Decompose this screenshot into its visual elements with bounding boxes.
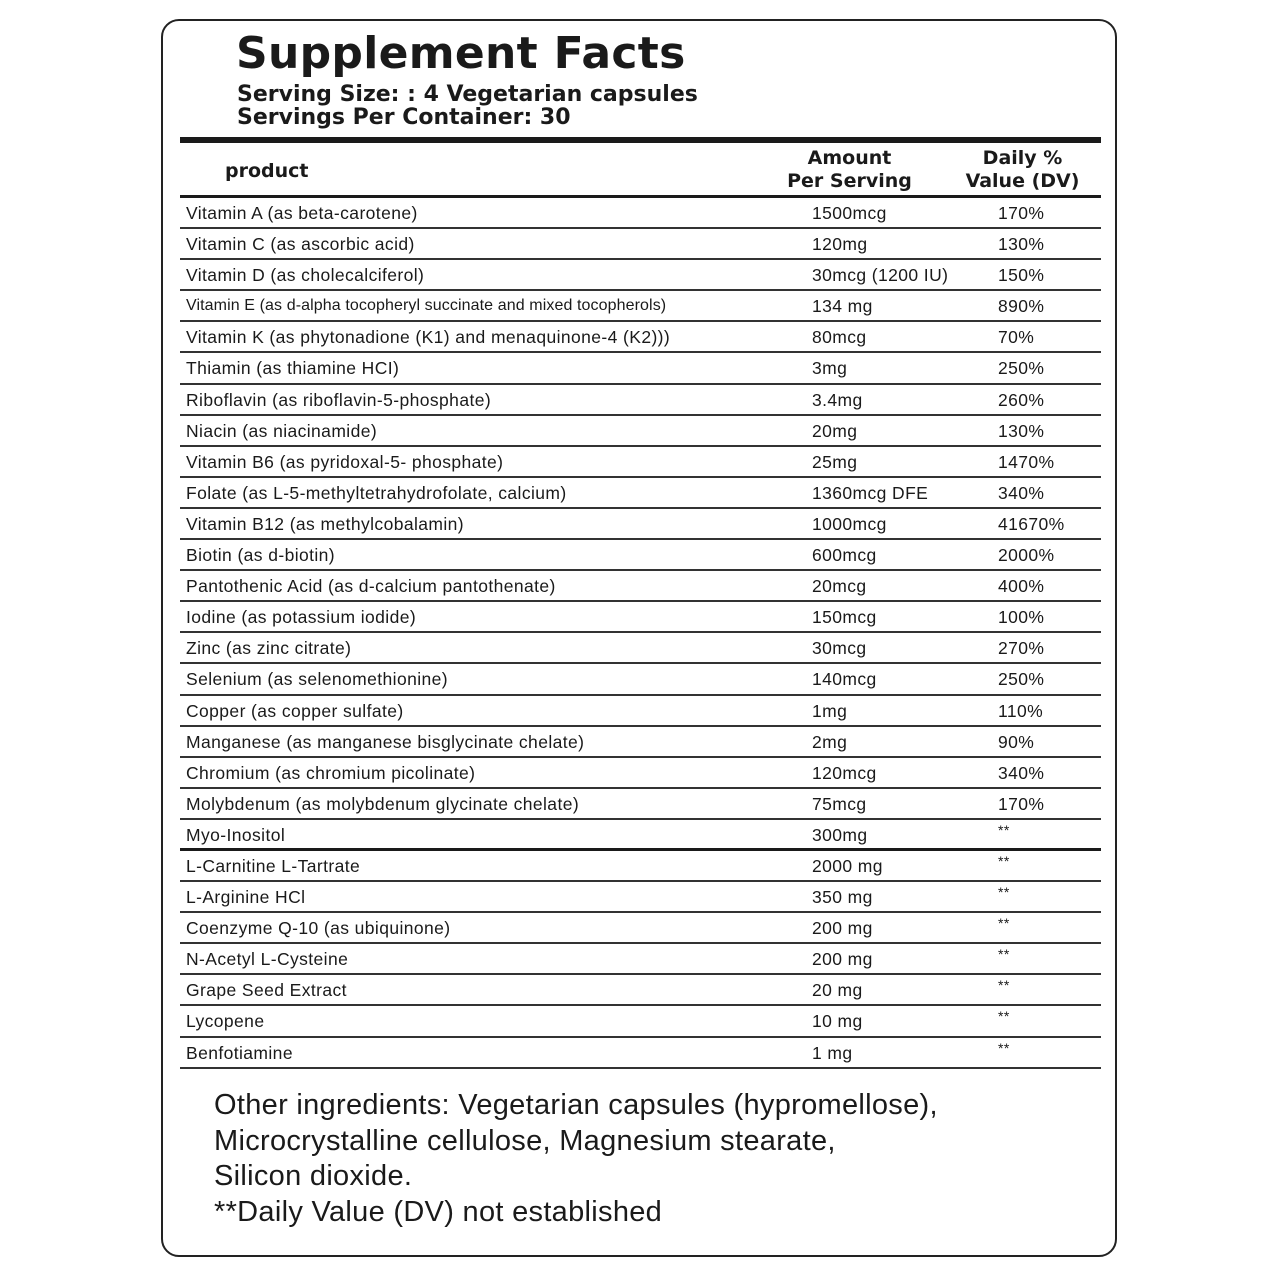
amount-per-serving: 120mcg (812, 762, 877, 783)
ingredient-name: Zinc (as zinc citrate) (186, 638, 352, 659)
column-header-amount-line1: Amount (807, 147, 892, 169)
amount-per-serving: 2000 mg (812, 855, 883, 876)
ingredient-name: Chromium (as chromium picolinate) (186, 762, 476, 783)
daily-value-percent: ** (998, 821, 1010, 838)
ingredient-name: Molybdenum (as molybdenum glycinate chelate) (186, 793, 580, 814)
table-row (180, 820, 1101, 851)
daily-value-percent: ** (998, 1008, 1010, 1025)
daily-value-percent: 130% (998, 420, 1045, 441)
ingredient-name: Iodine (as potassium iodide) (186, 607, 417, 628)
daily-value-percent: 2000% (998, 545, 1055, 566)
daily-value-percent: 41670% (998, 513, 1065, 534)
daily-value-percent: 340% (998, 762, 1045, 783)
column-header-amount-line2: Per Serving (787, 170, 912, 192)
daily-value-percent: ** (998, 852, 1010, 869)
table-row (180, 633, 1101, 664)
column-header-product: product (225, 160, 309, 182)
table-row (180, 944, 1101, 975)
amount-per-serving: 3mg (812, 358, 848, 379)
daily-value-percent: 170% (998, 203, 1045, 223)
daily-value-percent: 270% (998, 638, 1045, 659)
daily-value-percent: 170% (998, 793, 1045, 814)
amount-per-serving: 140mcg (812, 669, 877, 690)
table-row (180, 198, 1101, 229)
table-row (180, 416, 1101, 447)
column-header-dv-line1: Daily % (982, 147, 1063, 169)
table-row (180, 727, 1101, 758)
ingredient-name: N-Acetyl L-Cysteine (186, 949, 349, 970)
table-row (180, 291, 1101, 322)
amount-per-serving: 1000mcg (812, 513, 887, 534)
amount-per-serving: 30mcg (1200 IU) (812, 265, 949, 286)
table-row (180, 478, 1101, 509)
ingredient-name: Vitamin D (as cholecalciferol) (186, 265, 425, 286)
ingredient-name: Lycopene (186, 1011, 265, 1032)
daily-value-percent: 1470% (998, 451, 1055, 472)
column-header-dv-line2: Value (DV) (965, 170, 1080, 192)
amount-per-serving: 150mcg (812, 607, 877, 628)
table-row (180, 851, 1101, 882)
ingredient-name: Pantothenic Acid (as d-calcium pantothenate) (186, 576, 556, 597)
daily-value-percent: 340% (998, 482, 1045, 503)
table-row (180, 229, 1101, 260)
table-row (180, 975, 1101, 1006)
ingredient-name: Vitamin B6 (as pyridoxal-5- phosphate) (186, 451, 504, 472)
daily-value-percent: 890% (998, 296, 1045, 317)
daily-value-percent: 400% (998, 576, 1045, 597)
ingredient-name: Copper (as copper sulfate) (186, 700, 404, 721)
footer-line-3: Silicon dioxide. (214, 1160, 413, 1192)
table-row (180, 602, 1101, 633)
ingredient-name: Vitamin A (as beta-carotene) (186, 203, 418, 223)
ingredient-name: Coenzyme Q-10 (as ubiquinone) (186, 918, 451, 939)
amount-per-serving: 200 mg (812, 918, 873, 939)
amount-per-serving: 80mcg (812, 327, 867, 348)
other-ingredients (214, 1088, 938, 1230)
footer-line-2: Microcrystalline cellulose, Magnesium stearate, (214, 1124, 836, 1157)
column-header-daily-value (960, 147, 1085, 193)
ingredient-name: Folate (as L-5-methyltetrahydrofolate, calcium) (186, 482, 567, 503)
amount-per-serving: 134 mg (812, 296, 873, 317)
amount-per-serving: 1500mcg (812, 203, 887, 223)
amount-per-serving: 30mcg (812, 638, 867, 659)
amount-per-serving: 350 mg (812, 887, 873, 908)
header-divider (180, 137, 1101, 143)
daily-value-percent: ** (998, 884, 1010, 901)
daily-value-percent: ** (998, 915, 1010, 932)
daily-value-percent: 90% (998, 731, 1035, 752)
table-row (180, 789, 1101, 820)
table-row (180, 571, 1101, 602)
amount-per-serving: 25mg (812, 451, 858, 472)
daily-value-percent: 110% (998, 700, 1044, 721)
ingredients-table (180, 198, 1101, 1069)
ingredient-name: Vitamin C (as ascorbic acid) (186, 234, 415, 255)
table-row (180, 1038, 1101, 1069)
ingredient-name: Biotin (as d-biotin) (186, 545, 336, 566)
amount-per-serving: 20 mg (812, 980, 863, 1001)
daily-value-percent: 70% (998, 327, 1035, 348)
daily-value-percent: 100% (998, 607, 1045, 628)
daily-value-percent: 250% (998, 669, 1045, 690)
table-row (180, 664, 1101, 695)
amount-per-serving: 300mg (812, 824, 868, 845)
amount-per-serving: 1 mg (812, 1042, 853, 1063)
amount-per-serving: 20mg (812, 420, 858, 441)
ingredient-name: Riboflavin (as riboflavin-5-phosphate) (186, 389, 492, 410)
ingredient-name: L-Arginine HCl (186, 887, 306, 908)
amount-per-serving: 75mcg (812, 793, 867, 814)
table-row (180, 260, 1101, 291)
ingredient-name: Vitamin K (as phytonadione (K1) and menaquinone-4 (K2))) (186, 327, 671, 348)
daily-value-percent: ** (998, 946, 1010, 963)
daily-value-percent: 150% (998, 265, 1045, 286)
daily-value-percent: ** (998, 977, 1010, 994)
ingredient-name: Vitamin E (as d-alpha tocopheryl succinate and mixed tocopherols) (186, 297, 667, 315)
ingredient-name: Selenium (as selenomethionine) (186, 669, 448, 690)
table-row (180, 882, 1101, 913)
amount-per-serving: 600mcg (812, 545, 877, 566)
ingredient-name: Niacin (as niacinamide) (186, 420, 378, 441)
daily-value-percent: ** (998, 1039, 1010, 1056)
table-row (180, 353, 1101, 384)
table-row (180, 1006, 1101, 1037)
column-header-amount (772, 147, 927, 193)
ingredient-name: Manganese (as manganese bisglycinate chelate) (186, 731, 585, 752)
amount-per-serving: 2mg (812, 731, 848, 752)
amount-per-serving: 200 mg (812, 949, 873, 970)
table-row (180, 913, 1101, 944)
footer-line-1: Other ingredients: Vegetarian capsules (hypromellose), (214, 1089, 938, 1121)
servings-per-container: Servings Per Container: 30 (237, 105, 571, 130)
table-row (180, 758, 1101, 789)
amount-per-serving: 120mg (812, 234, 868, 255)
amount-per-serving: 3.4mg (812, 389, 863, 410)
amount-per-serving: 10 mg (812, 1011, 863, 1032)
table-row (180, 696, 1101, 727)
ingredient-name: Benfotiamine (186, 1042, 293, 1063)
page-title: Supplement Facts (236, 28, 686, 79)
daily-value-percent: 250% (998, 358, 1045, 379)
table-row (180, 509, 1101, 540)
table-row (180, 447, 1101, 478)
ingredient-name: L-Carnitine L-Tartrate (186, 855, 361, 876)
amount-per-serving: 20mcg (812, 576, 867, 597)
ingredient-name: Vitamin B12 (as methylcobalamin) (186, 513, 465, 534)
daily-value-percent: 260% (998, 389, 1045, 410)
table-row (180, 385, 1101, 416)
ingredient-name: Thiamin (as thiamine HCI) (186, 358, 400, 379)
table-row (180, 322, 1101, 353)
table-row (180, 540, 1101, 571)
ingredient-name: Myo-Inositol (186, 824, 286, 845)
ingredient-name: Grape Seed Extract (186, 980, 347, 1001)
daily-value-percent: 130% (998, 234, 1045, 255)
amount-per-serving: 1mg (812, 700, 848, 721)
footer-line-4: **Daily Value (DV) not established (214, 1195, 663, 1228)
amount-per-serving: 1360mcg DFE (812, 482, 929, 503)
serving-size: Serving Size: : 4 Vegetarian capsules (237, 82, 698, 107)
